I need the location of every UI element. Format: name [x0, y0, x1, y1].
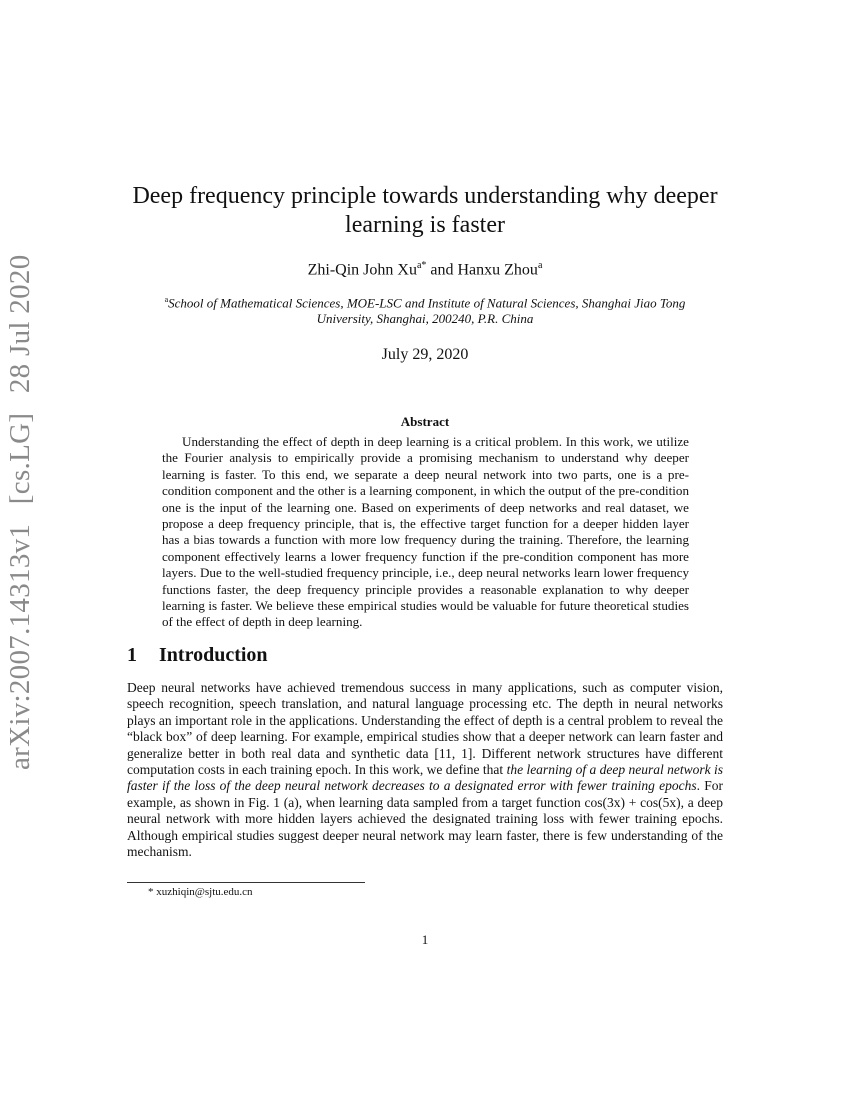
paper-title: Deep frequency principle towards understanding why deeper learning is faster — [132, 183, 718, 238]
abstract-text: Understanding the effect of depth in deep learning is a critical problem. In this work, we utilize the Fourier analysis to empirically provide a promising mechanism to understand why deeper learning is faster. To this end, we separate a deep neural network into two parts, one is a pre-condition component and the other is a learning component, in which the output of the pre-condition one is the input of the learning one. Based on experiments of deep networks and real dataset, we propose a deep frequency principle, that is, the effective target function for a deeper hidden layer has a bias towards a function with more low frequency during the training. Therefore, the learning component effectively learns a lower frequency function if the pre-condition component has more layers. Due to the well-studied frequency principle, i.e., deep neural networks learn lower frequency functions faster, the deep frequency principle provides a reasonable explanation to why deeper learning is faster. We believe these empirical studies would be valuable for future theoretical studies of the effect of depth in deep learning. — [162, 434, 689, 630]
intro-text-part1: Deep neural networks have achieved tremendous success in many applications, such as computer vision, speech recognition, speech translation, and natural language processing etc. The depth in neural networks plays an important role in the applications. Understanding the effect of depth is a central problem to reveal the “black box” of deep learning. For example, empirical studies show that a deeper network can learn faster and generalize better in both real data and synthetic data [11, 1]. Different network structures have different computation costs in each training epoch. In this work, we define that — [127, 680, 723, 778]
arxiv-date: 28 Jul 2020 — [4, 254, 36, 394]
page-number: 1 — [421, 932, 429, 947]
abstract-heading: Abstract — [400, 414, 450, 429]
arxiv-stamp — [4, 250, 37, 770]
section-heading — [127, 644, 268, 667]
author-name: Hanxu Zhou — [457, 261, 538, 279]
author-connector: and — [430, 261, 454, 279]
intro-definition-emphasis: the learning of a deep neural network is faster if the loss of the deep neural network decreases to a designated error with fewer training epochs — [127, 762, 723, 794]
affiliation-text: School of Mathematical Sciences, MOE-LSC and Institute of Natural Sciences, Shanghai Jiao Tong University, Shanghai, 200240, P.R. China — [168, 295, 686, 327]
footnote-mark: * — [148, 886, 154, 898]
section-title: Introduction — [159, 644, 268, 666]
footnote-divider — [127, 882, 365, 883]
author-mark: a — [537, 260, 543, 271]
author-mark: a* — [416, 260, 427, 271]
arxiv-id[interactable]: arXiv:2007.14313v1 — [4, 523, 36, 770]
author-list — [120, 260, 730, 279]
intro-text-part2: . For example, as shown in Fig. 1 (a), when learning data sampled from a target function cos(3x) + cos(5x), a deep neural network with more hidden layers achieved the designated training loss with fewer training epochs. Although empirical studies suggest deeper neural network may learn faster, there is few understanding of the mechanism. — [127, 778, 723, 860]
section-number: 1 — [127, 644, 137, 666]
arxiv-category: [cs.LG] — [4, 412, 36, 505]
affiliation-mark: a — [164, 295, 169, 304]
affiliation — [140, 292, 710, 327]
footnote-email[interactable]: xuzhiqin@sjtu.edu.cn — [156, 886, 253, 898]
intro-paragraph — [127, 680, 723, 860]
footnote — [148, 886, 253, 898]
author-name: Zhi-Qin John Xu — [307, 261, 417, 279]
paper-date: July 29, 2020 — [381, 346, 469, 363]
